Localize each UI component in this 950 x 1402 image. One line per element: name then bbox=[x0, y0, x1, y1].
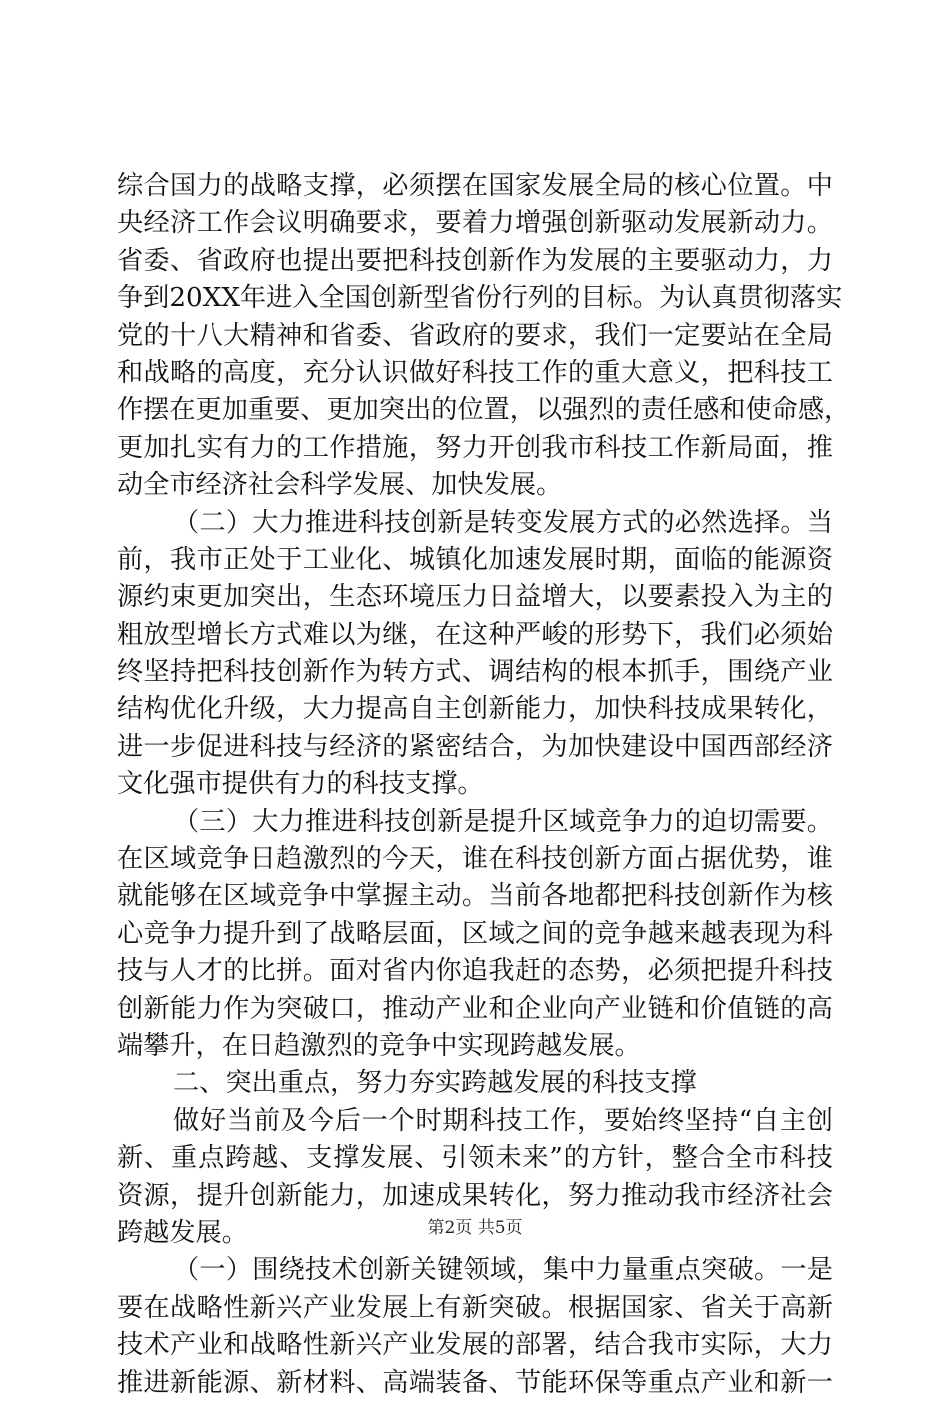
text-line: 新、重点跨越、支撑发展、引领未来”的方针，整合全市科技 bbox=[117, 1143, 833, 1174]
text-line: 央经济工作会议明确要求，要着力增强创新驱动发展新动力。 bbox=[117, 208, 833, 239]
text-line: 前，我市正处于工业化、城镇化加速发展时期，面临的能源资 bbox=[117, 544, 833, 575]
text-line: 争到20XX年进入全国创新型省份行列的目标。为认真贯彻落实 bbox=[117, 283, 843, 314]
text-line: 源约束更加突出，生态环境压力日益增大，以要素投入为主的 bbox=[117, 582, 833, 613]
text-line: （三）大力推进科技创新是提升区域竞争力的迫切需要。 bbox=[173, 806, 833, 837]
text-line: 在区域竞争日趋激烈的今天，谁在科技创新方面占据优势，谁 bbox=[117, 844, 833, 875]
text-line: 党的十八大精神和省委、省政府的要求，我们一定要站在全局 bbox=[117, 320, 833, 351]
text-line: 动全市经济社会科学发展、加快发展。 bbox=[117, 470, 563, 501]
text-line: 做好当前及今后一个时期科技工作，要始终坚持“自主创 bbox=[173, 1105, 833, 1136]
text-line: 技与人才的比拼。面对省内你追我赶的态势，必须把提升科技 bbox=[117, 956, 833, 987]
text-line: 省委、省政府也提出要把科技创新作为发展的主要驱动力，力 bbox=[117, 245, 833, 276]
text-line: 和战略的高度，充分认识做好科技工作的重大意义，把科技工 bbox=[117, 357, 833, 388]
text-line: 跨越发展。 bbox=[117, 1217, 248, 1248]
text-line: 综合国力的战略支撑，必须摆在国家发展全局的核心位置。中 bbox=[117, 171, 833, 201]
text-line: 进一步促进科技与经济的紧密结合，为加快建设中国西部经济 bbox=[117, 731, 833, 762]
text-line: 就能够在区域竞争中掌握主动。当前各地都把科技创新作为核 bbox=[117, 881, 833, 912]
text-line: 更加扎实有力的工作措施，努力开创我市科技工作新局面，推 bbox=[117, 432, 833, 463]
text-line: 粗放型增长方式难以为继，在这种严峻的形势下，我们必须始 bbox=[117, 619, 833, 650]
text-line: 要在战略性新兴产业发展上有新突破。根据国家、省关于高新 bbox=[117, 1292, 833, 1323]
text-line: 结构优化升级，大力提高自主创新能力，加快科技成果转化， bbox=[117, 694, 833, 725]
page-footer: 第2页 共5页 bbox=[427, 1218, 523, 1238]
text-line: 推进新能源、新材料、高端装备、节能环保等重点产业和新一 bbox=[117, 1367, 833, 1398]
text-line: 终坚持把科技创新作为转方式、调结构的根本抓手，围绕产业 bbox=[117, 657, 833, 688]
text-line: 端攀升，在日趋激烈的竞争中实现跨越发展。 bbox=[117, 1030, 641, 1061]
text-line: 资源，提升创新能力，加速成果转化，努力推动我市经济社会 bbox=[117, 1180, 833, 1211]
text-line: 文化强市提供有力的科技支撑。 bbox=[117, 769, 484, 800]
text-line: 心竞争力提升到了战略层面，区域之间的竞争越来越表现为科 bbox=[117, 918, 833, 949]
text-line: 作摆在更加重要、更加突出的位置，以强烈的责任感和使命感， bbox=[117, 395, 851, 426]
text-line: （二）大力推进科技创新是转变发展方式的必然选择。当 bbox=[173, 507, 833, 538]
text-line: 二、突出重点，努力夯实跨越发展的科技支撑 bbox=[173, 1068, 697, 1099]
text-line: 技术产业和战略性新兴产业发展的部署，结合我市实际，大力 bbox=[117, 1330, 833, 1361]
text-line: （一）围绕技术创新关键领域，集中力量重点突破。一是 bbox=[173, 1255, 833, 1286]
text-line: 创新能力作为突破口，推动产业和企业向产业链和价值链的高 bbox=[117, 993, 833, 1024]
